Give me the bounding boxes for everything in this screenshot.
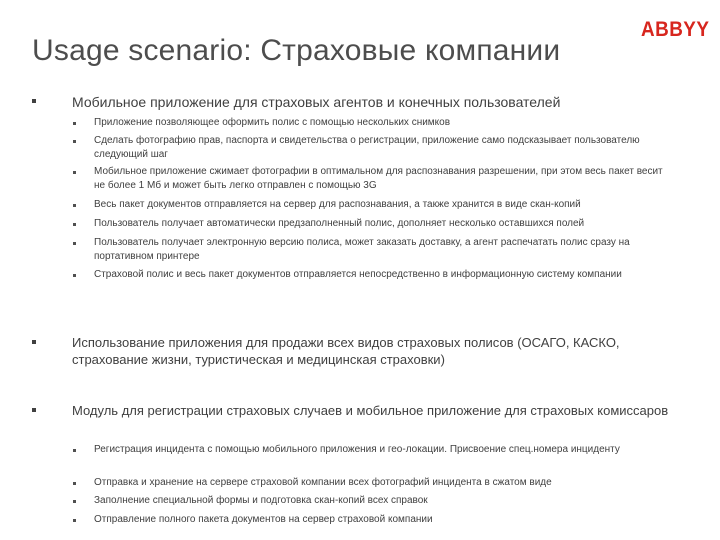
sub-bullet: Приложение позволяющее оформить полис с помощью нескольких снимков — [94, 116, 674, 130]
sub-bullet: Регистрация инцидента с помощью мобильного приложения и гео-локации. Присвоение спец.номера инциденту — [94, 443, 674, 457]
sub-bullet: Мобильное приложение сжимает фотографии в оптимальном для распознавания разрешении, при этом весь пакет весит не более 1 Мб и может быть легко отправлен с помощью 3G — [94, 165, 674, 193]
slide-title: Usage scenario: Страховые компании — [32, 34, 561, 67]
abbyy-logo: ABBYY — [641, 18, 710, 41]
sub-bullet: Сделать фотографию прав, паспорта и свидетельства о регистрации, приложение само подсказывает пользователю следующий шаг — [94, 134, 674, 162]
sub-bullet: Пользователь получает электронную версию полиса, может заказать доставку, а агент распечатать полис сразу на портативном принтере — [94, 236, 674, 264]
sub-bullet: Заполнение специальной формы и подготовка скан-копий всех справок — [94, 494, 674, 508]
bullet-mobile-app: Мобильное приложение для страховых агентов и конечных пользователей — [72, 92, 692, 112]
sub-bullet: Отправка и хранение на сервере страховой компании всех фотографий инцидента в сжатом виде — [94, 476, 674, 490]
sub-bullet: Страховой полис и весь пакет документов отправляется непосредственно в информационную систему компании — [94, 268, 674, 282]
sub-bullet: Пользователь получает автоматически предзаполненный полис, дополняет несколько оставшихся полей — [94, 217, 674, 231]
sub-bullet: Отправление полного пакета документов на сервер страховой компании — [94, 513, 674, 527]
bullet-claims-module: Модуль для регистрации страховых случаев и мобильное приложение для страховых комиссаров — [72, 402, 692, 419]
sub-bullet: Весь пакет документов отправляется на сервер для распознавания, а также хранится в виде скан-копий — [94, 198, 674, 212]
bullet-all-policies: Использование приложения для продажи всех видов страховых полисов (ОСАГО, КАСКО, страхование жизни, туристическая и медицинская страховки) — [72, 334, 692, 368]
